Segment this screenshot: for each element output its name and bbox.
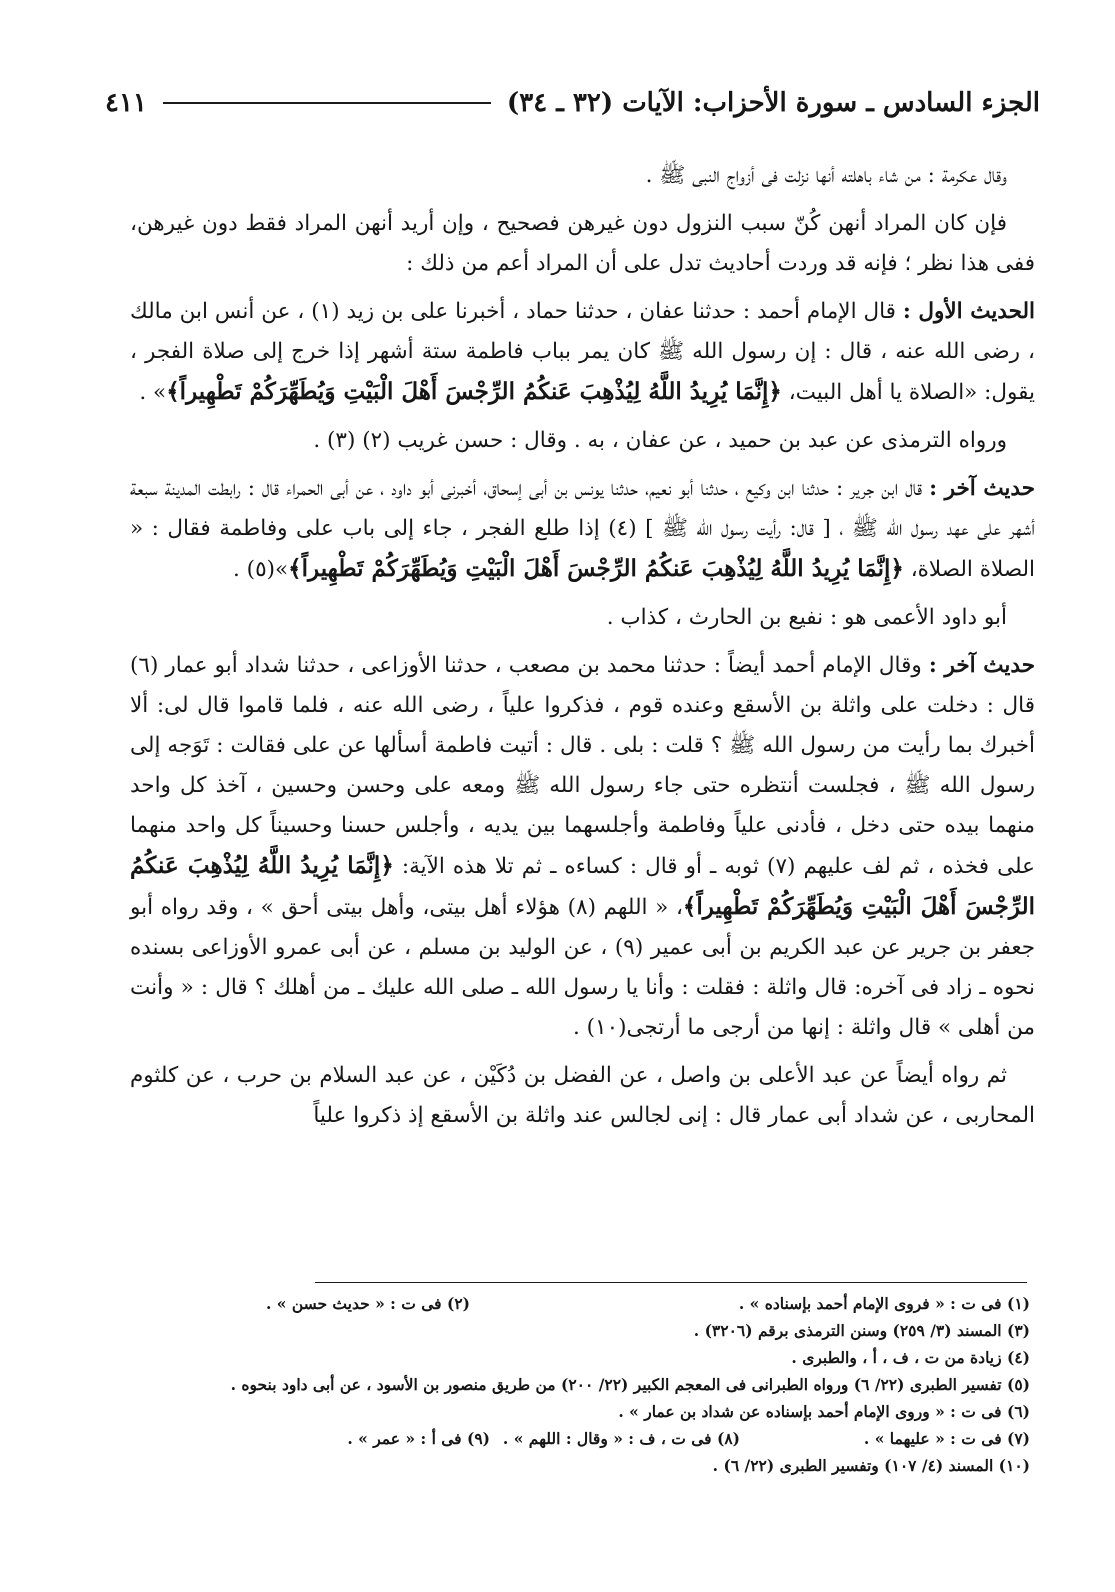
footnote-3: (٣) المسند (٣/ ٢٥٩) وسنن الترمذى برقم (٣٢٠٦) . — [693, 1321, 1030, 1340]
quran-verse-3: ﴿إِنَّمَا يُرِيدُ اللَّهُ لِيُذْهِبَ عَنكُمُ الرِّجْسَ أَهْلَ الْبَيْتِ وَيُطَهِّرَكُمْ تَطْهِيراً﴾ — [130, 852, 1035, 920]
paragraph-1 — [130, 156, 1035, 196]
running-header — [105, 80, 1040, 126]
footnote-4: (٤) زيادة من ت ، ف ، أ ، والطبرى . — [791, 1348, 1030, 1367]
footnote-line — [160, 1317, 1030, 1344]
hadith-3-text: وقال الإمام أحمد أيضاً : حدثنا محمد بن مصعب ، حدثنا الأوزاعى ، حدثنا شداد أبو عمار (٦) قال : دخلت على واثلة بن الأسقع وعنده قوم ، فذكروا علياً ، رضى الله عنه ، فلما قاموا قال لى: ألا أخبرك بما رأيت من رسول الله ﷺ ؟ قلت : بلى . قال : أتيت فاطمة أسألها عن على فقالت : تَوَجه إلى رسول الله ﷺ ، فجلست أنتظره حتى جاء رسول الله ﷺ ومعه على وحسن وحسين ، آخذ كل واحد منهما بيده حتى دخل ، فأدنى علياً وفاطمة وأجلسهما بين يديه ، وأجلس حسنا وحسيناً كل واحد منهما على فخذه ، ثم لف عليهم (٧) ثوبه ـ أو قال : كساءه ـ ثم تلا هذه الآية: — [130, 653, 1035, 879]
footnote-5: (٥) تفسير الطبرى (٢٢/ ٦) ورواه الطبرانى فى المعجم الكبير (٢٢/ ٢٠٠) من طريق منصور بن الأسود ، عن أبى داود بنحوه . — [230, 1375, 1030, 1394]
paragraph-1-text: وقال عكرمة : من شاء باهلته أنها نزلت فى أزواج النبى ﷺ . — [645, 163, 1007, 188]
footnote-line — [160, 1425, 1030, 1452]
header-rule — [163, 102, 491, 104]
footnote-line — [160, 1344, 1030, 1371]
quran-verse-2: ﴿إِنَّمَا يُرِيدُ اللَّهُ لِيُذْهِبَ عَنكُمُ الرِّجْسَ أَهْلَ الْبَيْتِ وَيُطَهِّرَكُمْ تَطْهِيراً﴾ — [288, 555, 904, 582]
footnote-line — [160, 1371, 1030, 1398]
abu-dawud-text: أبو داود الأعمى هو : نفيع بن الحارث ، كذاب . — [606, 605, 1007, 630]
paragraph-hadith-2 — [130, 469, 1035, 590]
hadith-3-end: ، « اللهم (٨) هؤلاء أهل بيتى، وأهل بيتى أحق » ، وقد رواه أبو جعفر بن جرير عن عبد الكريم بن أبى عمير (٩) ، عن الوليد بن مسلم ، عن أبى عمرو الأوزاعى بسنده نحوه ـ زاد فى آخره: قال واثلة : فقلت : وأنا يا رسول الله ـ صلى الله عليك ـ من أهلك ؟ قال : « وأنت من أهلى » قال واثلة : إنها من أرجى ما أرتجى(١٠) . — [130, 895, 1035, 1040]
footnote-line — [160, 1452, 1030, 1479]
footnote-9: (٩) فى أ : « عمر » . — [347, 1429, 490, 1448]
paragraph-hadith-1 — [130, 292, 1035, 413]
header-title: الجزء السادس ـ سورة الأحزاب: الآيات (٣٢ ـ ٣٤) — [506, 88, 1040, 118]
paragraph-tirmidhi — [130, 421, 1035, 461]
footnote-8: (٨) فى ت ، ف : « وقال : اللهم » . — [502, 1429, 740, 1448]
footnote-line — [160, 1398, 1030, 1425]
paragraph-hadith-3 — [130, 646, 1035, 1048]
footnote-6: (٦) فى ت : « وروى الإمام أحمد بإسناده عن شداد بن عمار » . — [618, 1402, 1030, 1421]
footnotes — [160, 1290, 1030, 1479]
paragraph-2-text: فإن كان المراد أنهن كُنّ سبب النزول دون غيرهن فصحيح ، وإن أريد أنهن المراد فقط دون غيرهن، ففى هذا نظر ؛ فإنه قد وردت أحاديث تدل على أن المراد أعم من ذلك : — [130, 211, 1035, 276]
footnote-2: (٢) فى ت : « حديث حسن » . — [265, 1294, 470, 1313]
paragraph-abu-dawud — [130, 598, 1035, 638]
hadith-1-text: قال الإمام أحمد : حدثنا عفان ، حدثنا حماد ، أخبرنا على بن زيد (١) ، عن أنس ابن مالك ، رضى الله عنه ، قال : إن رسول الله ﷺ كان يمر بباب فاطمة ستة أشهر إذا خرج إلى صلاة الفجر ، يقول: «الصلاة يا أهل البيت، — [130, 299, 1035, 405]
quran-verse-1: ﴿إِنَّمَا يُرِيدُ اللَّهُ لِيُذْهِبَ عَنكُمُ الرِّجْسَ أَهْلَ الْبَيْتِ وَيُطَهِّرَكُمْ تَطْهِيراً﴾ — [166, 378, 782, 405]
hadith-1-heading: الحديث الأول : — [902, 299, 1035, 324]
continuation-text: ثم رواه أيضاً عن عبد الأعلى بن واصل ، عن الفضل بن دُكَيْن ، عن عبد السلام بن حرب ، عن كلثوم المحاربى ، عن شداد أبى عمار قال : إنى لجالس عند واثلة بن الأسقع إذ ذكروا علياً — [130, 1063, 1035, 1128]
paragraph-continuation — [130, 1056, 1035, 1136]
hadith-3-heading: حديث آخر : — [928, 653, 1035, 678]
footnote-line — [160, 1290, 1030, 1317]
hadith-2-heading: حديث آخر : — [929, 476, 1035, 501]
page-number: ٤١١ — [105, 88, 147, 118]
footnote-separator — [315, 1282, 1027, 1283]
tirmidhi-text: ورواه الترمذى عن عبد بن حميد ، عن عفان ، به . وقال : حسن غريب (٢) (٣) . — [313, 428, 1007, 453]
hadith-2-end: »(٥) . — [233, 557, 289, 582]
footnote-10: (١٠) المسند (٤/ ١٠٧) وتفسير الطبرى (٢٢/ ٦) . — [712, 1456, 1030, 1475]
hadith-2-text: قال ابن جرير : حدثنا ابن وكيع ، حدثنا أبو نعيم، حدثنا يونس بن أبى إسحاق، أخبرنى أبو داود ، عن أبى الحمراء قال : رابطت المدينة سبعة أشهر على عهد رسول الله ﷺ ، [ قال: رأيت رسول الله ﷺ ] (٤) إذا طلع الفجر ، جاء إلى باب على وفاطمة فقال : « الصلاة الصلاة، — [130, 476, 1035, 582]
hadith-1-end: » . — [139, 380, 167, 405]
main-text — [130, 156, 1035, 1144]
footnote-7: (٧) فى ت : « عليهما » . — [863, 1429, 1030, 1448]
footnote-1: (١) فى ت : « فروى الإمام أحمد بإسناده » . — [738, 1294, 1030, 1313]
paragraph-2 — [130, 204, 1035, 284]
